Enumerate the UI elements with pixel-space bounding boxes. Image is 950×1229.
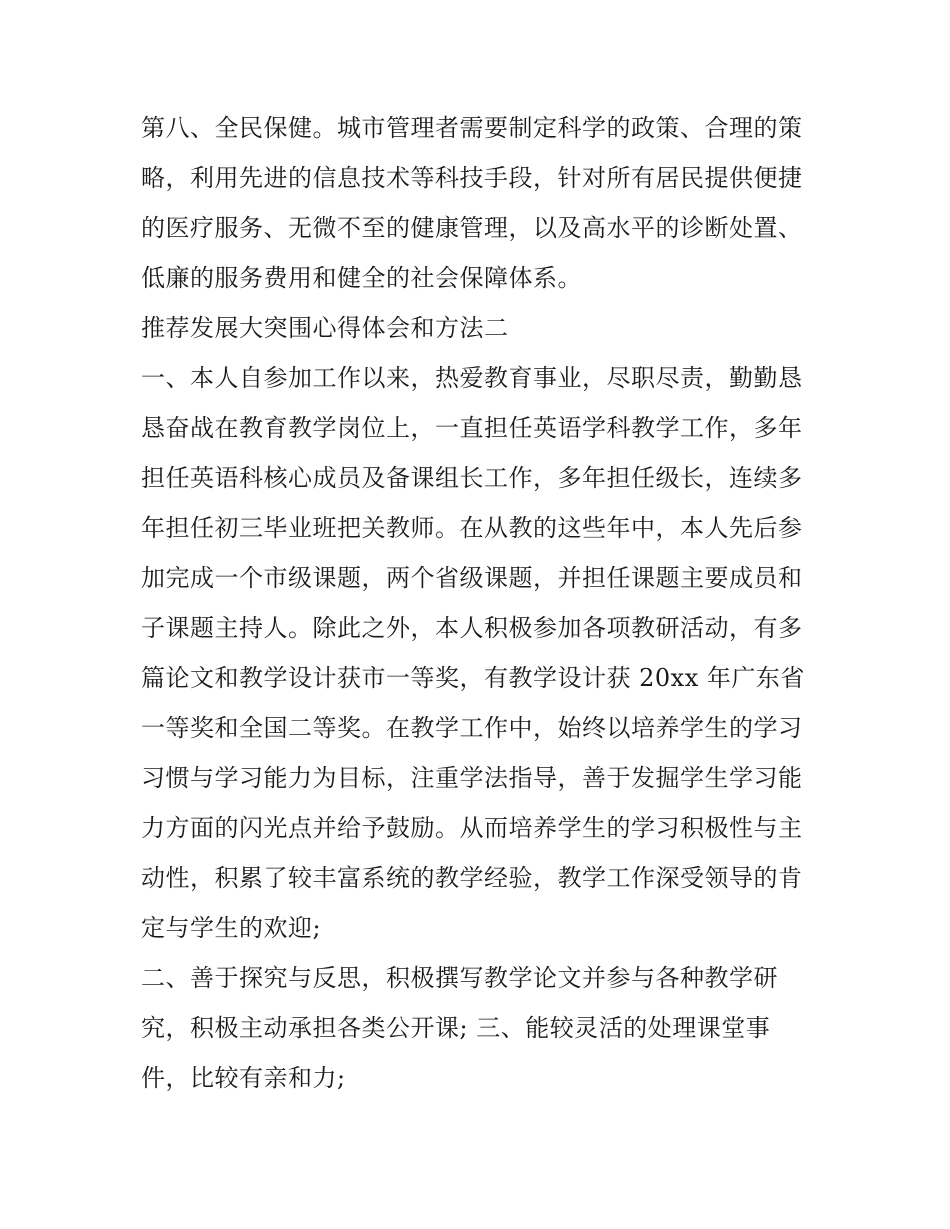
text-line: 件，比较有亲和力; xyxy=(141,1064,346,1092)
text-line: 力方面的闪光点并给予鼓励。从而培养学生的学习积极性与主 xyxy=(141,814,803,842)
text-line: 的医疗服务、无微不至的健康管理，以及高水平的诊断处置、 xyxy=(141,214,803,242)
text-line: 低廉的服务费用和健全的社会保障体系。 xyxy=(141,264,582,292)
text-line: 第八、全民保健。城市管理者需要制定科学的政策、合理的策 xyxy=(141,114,803,142)
text-line: 恳奋战在教育教学岗位上，一直担任英语学科教学工作，多年 xyxy=(141,414,803,442)
text-line: 一等奖和全国二等奖。在教学工作中，始终以培养学生的学习 xyxy=(141,714,803,742)
text-line: 加完成一个市级课题，两个省级课题，并担任课题主要成员和 xyxy=(141,564,803,592)
text-line: 一、本人自参加工作以来，热爱教育事业，尽职尽责，勤勤恳 xyxy=(141,364,803,392)
text-line: 习惯与学习能力为目标，注重学法指导，善于发掘学生学习能 xyxy=(141,764,803,792)
text-line: 篇论文和教学设计获市一等奖，有教学设计获 20xx 年广东省 xyxy=(141,664,805,692)
text-line: 担任英语科核心成员及备课组长工作，多年担任级长，连续多 xyxy=(141,464,803,492)
text-line: 究，积极主动承担各类公开课; 三、能较灵活的处理课堂事 xyxy=(141,1014,771,1042)
text-line: 定与学生的欢迎; xyxy=(141,914,322,942)
text-line: 子课题主持人。除此之外，本人积极参加各项教研活动，有多 xyxy=(141,614,803,642)
text-line: 略，利用先进的信息技术等科技手段，针对所有居民提供便捷 xyxy=(141,164,803,192)
section-heading: 推荐发展大突围心得体会和方法二 xyxy=(141,314,509,342)
text-line: 二、善于探究与反思，积极撰写教学论文并参与各种教学研 xyxy=(141,964,778,992)
text-line: 动性，积累了较丰富系统的教学经验，教学工作深受领导的肯 xyxy=(141,864,803,892)
text-line: 年担任初三毕业班把关教师。在从教的这些年中，本人先后参 xyxy=(141,514,803,542)
